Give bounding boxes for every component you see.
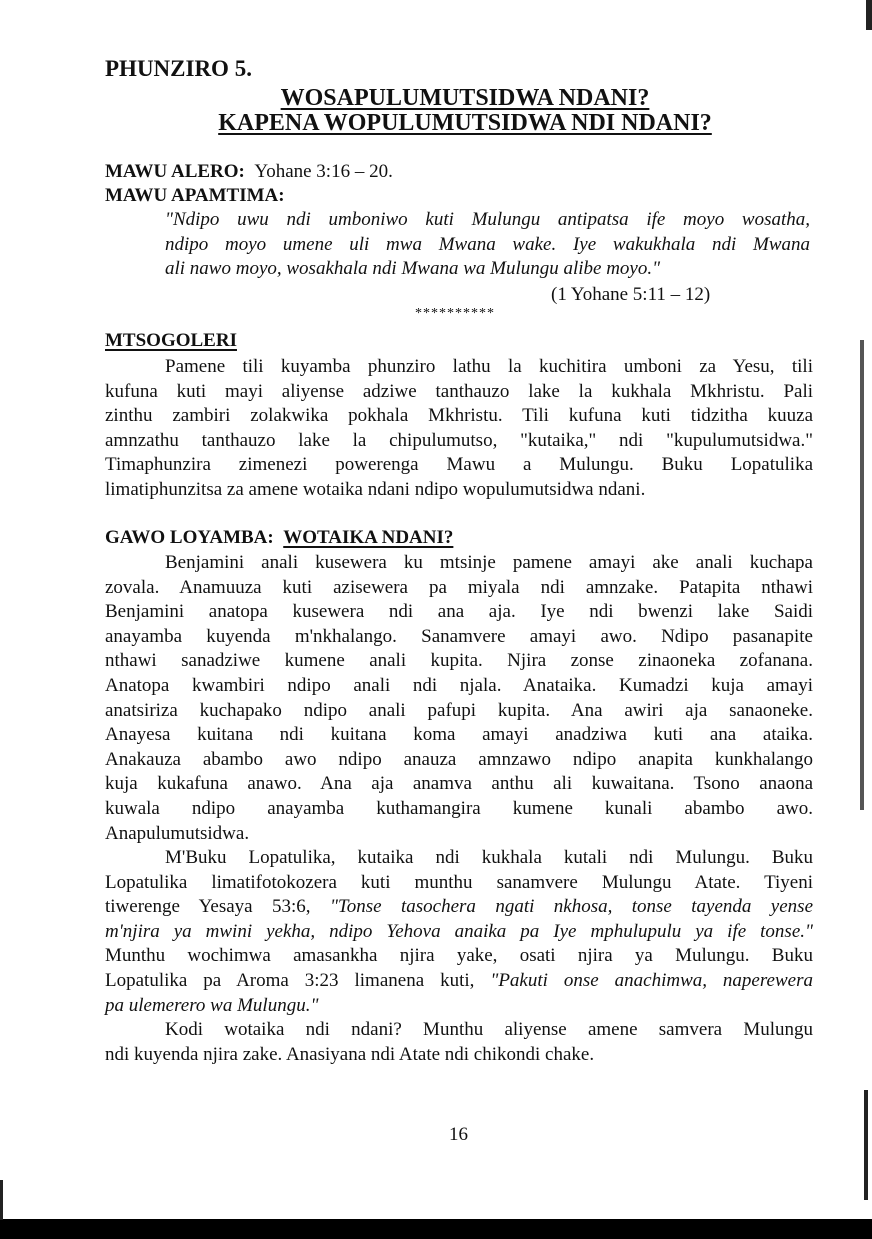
text-segment: amnzathu tanthauzo lake la chipulumutso, "kutaika," ndi "kupulumutsidwa." [105, 429, 813, 451]
text-line [105, 969, 813, 994]
text-line [105, 920, 813, 945]
text-segment: Benjamini anatopa kusewera ndi ana aja. Iye ndi bwenzi lake Saidi [105, 601, 813, 623]
text-segment: Timaphunzira zimenezi powerenga Mawu a Mulungu. Buku Lopatulika [105, 454, 813, 476]
text-segment: M'Buku Lopatulika, kutaika ndi kukhala kutali ndi Mulungu. Buku [165, 847, 813, 868]
text-segment: nthawi sanadziwe kumene anali kupita. Njira zonse zinaoneka zofanana. [105, 650, 813, 672]
italic-quote: pa ulemerero wa Mulungu." [105, 994, 319, 1016]
text-segment: Benjamini anali kusewera ku mtsinje pamene amayi ake anali kuchapa [165, 552, 813, 573]
scan-border-bottom [0, 1219, 872, 1239]
text-segment: Kodi wotaika ndi ndani? Munthu aliyense amene samvera Mulungu [165, 1019, 813, 1040]
text-line [105, 380, 813, 405]
text-segment: Lopatulika pa Aroma 3:23 limanena kuti, [105, 969, 491, 991]
text-segment: Anapulumutsidwa. [105, 822, 250, 844]
text-line [105, 822, 813, 847]
scan-edge-mark [864, 1090, 868, 1200]
text-line [105, 723, 813, 748]
italic-quote: "Tonse tasochera ngati nkhosa, tonse tayenda yense [329, 896, 813, 918]
text-line [105, 871, 813, 896]
text-line [105, 944, 813, 969]
italic-quote: "Pakuti onse anachimwa, naperewera [490, 969, 813, 991]
text-line [105, 772, 813, 797]
intro-paragraph [105, 355, 813, 503]
text-line [105, 453, 813, 478]
text-line [105, 699, 813, 724]
reading-row [105, 160, 813, 185]
scripture-paragraph [105, 846, 813, 1018]
conclusion-paragraph [105, 1018, 813, 1067]
text-line [105, 600, 813, 625]
reading-ref: Yohane 3:16 – 20. [254, 161, 393, 182]
lesson-label: PHUNZIRO 5. [105, 56, 252, 81]
text-segment: zinthu zambiri zolakwika pokhala Mkhristu. Tili kufuna kuti tidzitha kuuza [105, 405, 813, 427]
text-line [105, 846, 813, 871]
part1-title: WOTAIKA NDANI? [283, 527, 454, 548]
text-line [105, 551, 813, 576]
scan-edge-mark [0, 1180, 3, 1220]
text-segment: Anayesa kuitana ndi kuitana koma amayi anadziwa kuti ana ataika. [105, 724, 813, 746]
part1-label: GAWO LOYAMBA: [105, 527, 274, 548]
story-paragraph [105, 551, 813, 846]
text-segment: anatsiriza kuchapako ndipo anali pafupi kupita. Ana awiri aja sanaoneke. [105, 699, 813, 721]
italic-quote: m'njira ya mwini yekha, ndipo Yehova anaika pa Iye mphulupulu ya ife tonse." [105, 920, 813, 942]
text-line [105, 994, 813, 1019]
memory-verse-line: "Ndipo uwu ndi umboniwo kuti Mulungu antipatsa ife moyo wosatha, [165, 209, 810, 230]
text-segment: Pamene tili kuyamba phunziro lathu la kuchitira umboni za Yesu, tili [165, 356, 813, 377]
text-line [105, 404, 813, 429]
reading-label: MAWU ALERO: [105, 161, 245, 182]
text-line [105, 1018, 813, 1043]
memory-verse-line: ndipo moyo umene uli mwa Mwana wake. Iye wakukhala ndi Mwana [165, 233, 810, 255]
text-line [105, 429, 813, 454]
text-segment: zovala. Anamuuza kuti azisewera pa miyala ndi amnzake. Patapita nthawi [105, 576, 813, 598]
text-line [105, 1043, 813, 1068]
text-segment: ndi kuyenda njira zake. Anasiyana ndi Atate ndi chikondi chake. [105, 1043, 595, 1065]
text-line [105, 355, 813, 380]
text-line [105, 748, 813, 773]
memory-label: MAWU APAMTIMA: [105, 185, 285, 206]
text-segment: Anatopa kwambiri ndipo anali ndi njala. Anataika. Kumadzi kuja amayi [105, 674, 813, 696]
part1-heading [105, 526, 813, 551]
text-segment: anayamba kuyenda m'nkhalango. Sanamvere amayi awo. Ndipo pasanapite [105, 625, 813, 647]
text-segment: Munthu wochimwa amasankha njira yake, osati njira ya Mulungu. Buku [105, 945, 813, 967]
text-line [105, 576, 813, 601]
title-line-1: WOSAPULUMUTSIDWA NDANI? [280, 85, 650, 111]
text-segment: kuwala ndipo anayamba kuthamangira kumene kunali abambo awo. [105, 797, 813, 819]
text-line [105, 478, 813, 503]
text-segment: Anakauza abambo awo ndipo anauza amnzawo ndipo anapita kunkhalango [105, 748, 813, 770]
memory-verse-line: ali nawo moyo, wosakhala ndi Mwana wa Mulungu alibe moyo." [165, 258, 661, 280]
text-line [105, 649, 813, 674]
text-segment: tiwerenge Yesaya 53:6, [105, 896, 330, 918]
memory-citation: (1 Yohane 5:11 – 12) [551, 284, 711, 305]
text-line [105, 895, 813, 920]
memory-verse [165, 208, 810, 282]
text-segment: kuja kukafuna anawo. Ana aja anamva anthu ali kuwaitana. Tsono anaona [105, 773, 813, 795]
text-segment: kufuna kuti mayi aliyense adziwe tanthauzo lake la kukhala Mkhristu. Pali [105, 380, 813, 402]
text-line [105, 674, 813, 699]
text-line [105, 797, 813, 822]
intro-heading: MTSOGOLERI [105, 330, 237, 351]
scan-edge-mark [866, 0, 872, 30]
separator: ********** [415, 306, 495, 321]
title-line-2: KAPENA WOPULUMUTSIDWA NDI NDANI? [218, 110, 712, 136]
text-line [105, 625, 813, 650]
page-number: 16 [449, 1124, 468, 1145]
scan-edge-mark [860, 340, 864, 810]
text-segment: limatiphunzitsa za amene wotaika ndani ndipo wopulumutsidwa ndani. [105, 478, 646, 500]
text-segment: Lopatulika limatifotokozera kuti munthu sanamvere Mulungu Atate. Tiyeni [105, 871, 813, 893]
